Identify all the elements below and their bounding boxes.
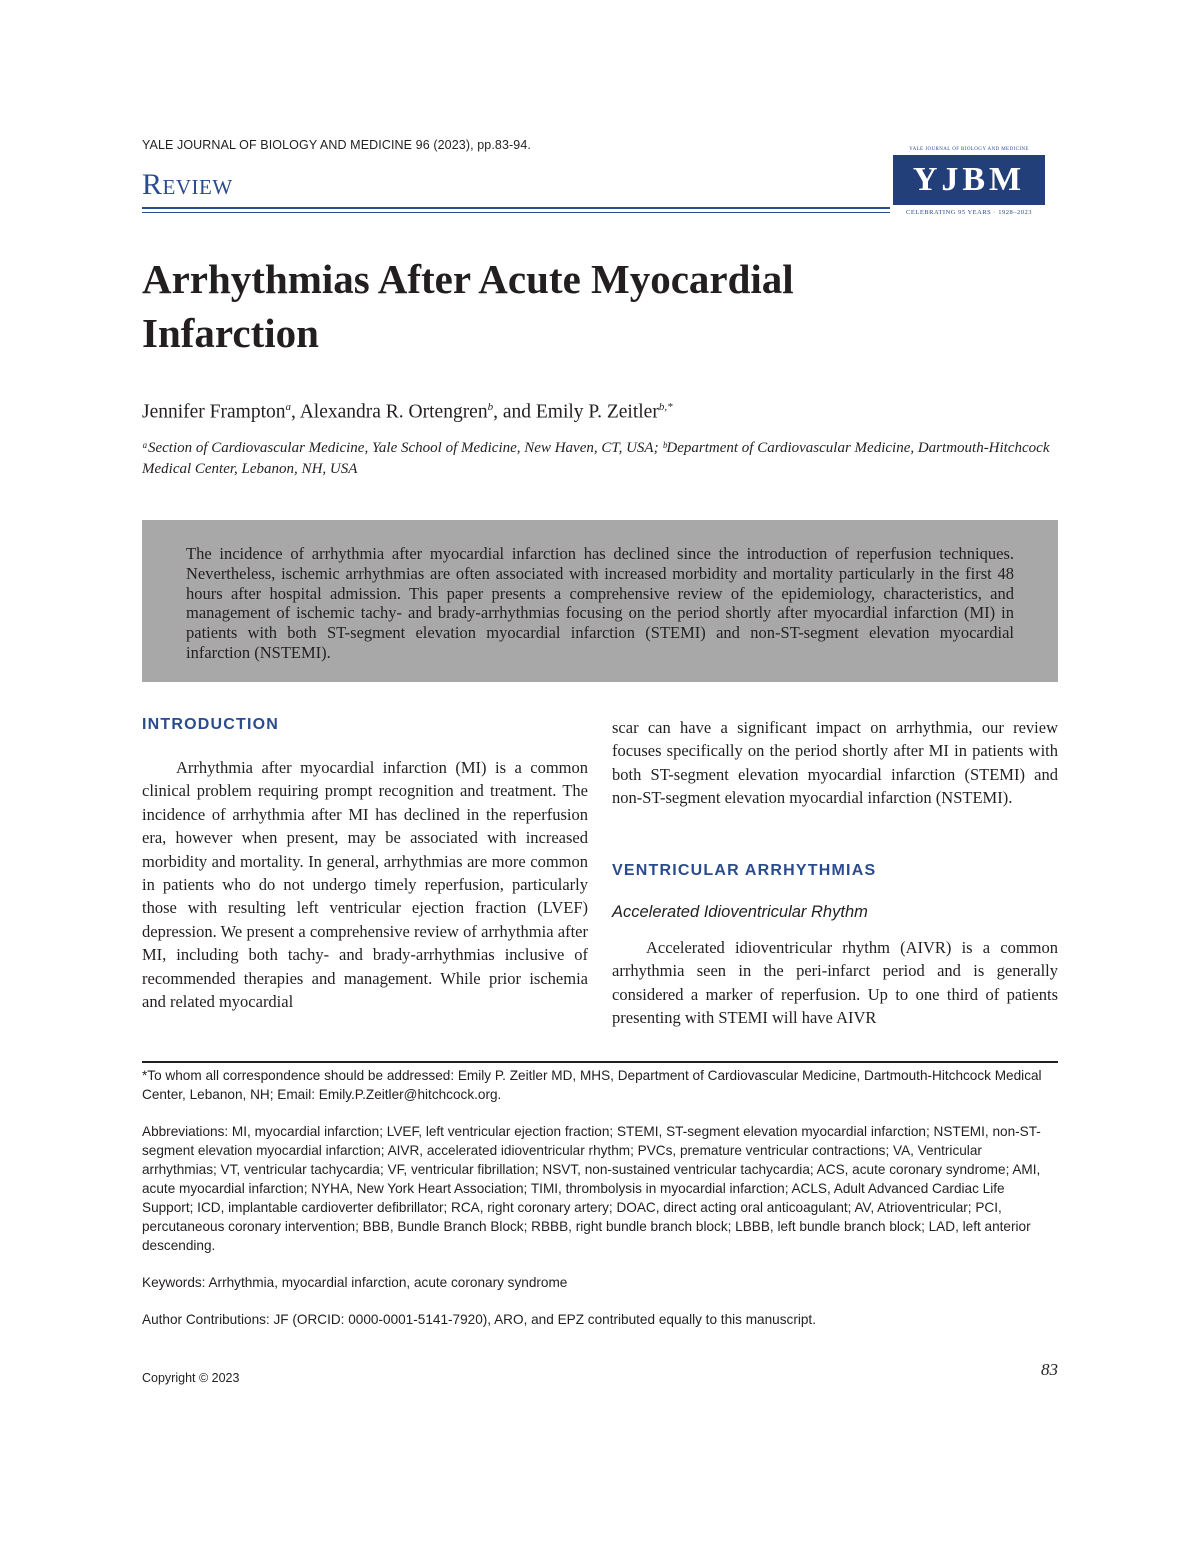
author-contributions-note: Author Contributions: JF (ORCID: 0000-0001-5141-7920), ARO, and EPZ contributed equally to this manuscript. xyxy=(142,1312,816,1327)
author-affiliation-mark: a xyxy=(285,401,292,413)
author-name: Jennifer Frampton xyxy=(142,401,286,423)
abbreviations-note: Abbreviations: MI, myocardial infarction; LVEF, left ventricular ejection fraction; STEMI, ST-segment elevation myocardial infarction; NSTEMI, non-ST-segment elevation myocardial infarction; AIVR, accelerated idioventricular rhythm; PVCs, premature ventricular contractions; VA, Ventricular arrhythmias; VT, ventricular tachycardia; VF, ventricular fibrillation; NSVT, non-sustained ventricular tachycardia; ACS, acute coronary syndrome; AMI, acute myocardial infarction; NYHA, New York Heart Association; TIMI, thrombolysis in myocardial infarction; ACLS, Adult Advanced Cardiac Life Support; ICD, implantable cardioverter defibrillator; RCA, right coronary artery; DOAC, direct acting oral anticoagulant; AV, Atrioventricular; PCI, percutaneous coronary intervention; BBB, Bundle Branch Block; RBBB, right bundle branch block; LBBB, left bundle branch block; LAD, left anterior descending. xyxy=(142,1124,1041,1253)
author-name: Alexandra R. Ortengren xyxy=(299,401,488,423)
author-affiliation-mark: b,* xyxy=(658,401,673,413)
journal-citation: YALE JOURNAL OF BIOLOGY AND MEDICINE 96 (2023), pp.83-94. xyxy=(142,138,531,152)
footnote-rule xyxy=(142,1061,1058,1063)
ventricular-arrhythmias-heading: VENTRICULAR ARRHYTHMIAS xyxy=(612,862,877,879)
page-number: 83 xyxy=(1041,1360,1058,1379)
correspondence-note: *To whom all correspondence should be addressed: Emily P. Zeitler MD, MHS, Department of Cardiovascular Medicine, Dartmouth-Hitchcock Medical Center, Lebanon, NH; Email: Emily.P.Zeitler@hitchcock.org. xyxy=(142,1068,1042,1102)
author-affiliations: ᵃSection of Cardiovascular Medicine, Yale School of Medicine, New Haven, CT, USA; ᵇDepartment of Cardiovascular Medicine, Dartmouth-Hitchcock Medical Center, Lebanon, NH, USA xyxy=(142,440,1050,477)
author-separator: , and xyxy=(493,401,536,423)
header-rule-thin xyxy=(142,212,890,213)
header-rule xyxy=(142,207,890,209)
logo-wordmark: YJBM xyxy=(893,155,1045,205)
logo-top-text: YALE JOURNAL OF BIOLOGY AND MEDICINE xyxy=(909,147,1029,152)
abstract-text: The incidence of arrhythmia after myocardial infarction has declined since the introduction of reperfusion techniques. Nevertheless, ischemic arrhythmias are often associated with increased morbidity and mortality particularly in the first 48 hours after hospital admission. This paper presents a comprehensive review of the epidemiology, characteristics, and management of ischemic tachy- and brady-arrhythmias focusing on the period shortly after myocardial infarction (MI) in patients with both ST-segment elevation myocardial infarction (STEMI) and non-ST-segment elevation myocardial infarction (NSTEMI). xyxy=(186,544,1014,662)
introduction-paragraph-continued: scar can have a significant impact on arrhythmia, our review focuses specifically on the period shortly after MI in patients with both ST-segment elevation myocardial infarction (STEMI) and non-ST-segment elevation myocardial infarction (NSTEMI). xyxy=(612,718,1058,808)
logo-bottom-text: CELEBRATING 95 YEARS · 1928–2023 xyxy=(906,209,1032,216)
article-title: Arrhythmias After Acute Myocardial Infarction xyxy=(142,256,794,356)
section-label: Review xyxy=(142,168,233,201)
author-list xyxy=(142,394,1042,426)
aivr-paragraph: Accelerated idioventricular rhythm (AIVR) is a common arrhythmia seen in the peri-infarct period and is generally considered a marker of reperfusion. Up to one third of patients presenting with STEMI will have AIVR xyxy=(612,938,1058,1028)
journal-logo xyxy=(893,147,1045,219)
author-affiliation-mark: b xyxy=(487,401,494,413)
aivr-subheading: Accelerated Idioventricular Rhythm xyxy=(612,903,868,921)
introduction-paragraph: Arrhythmia after myocardial infarction (MI) is a common clinical problem requiring prompt recognition and treatment. The incidence of arrhythmia after MI has declined in the reperfusion era, however when present, may be associated with increased morbidity and mortality. In general, arrhythmias are more common in patients who do not undergo timely reperfusion, particularly those with resulting left ventricular ejection fraction (LVEF) depression. We present a comprehensive review of arrhythmia after MI, including both tachy- and brady-arrhythmias inclusive of recommended therapies and management. While prior ischemia and related myocardial xyxy=(142,758,588,1012)
introduction-heading: INTRODUCTION xyxy=(142,716,280,733)
copyright-notice: Copyright © 2023 xyxy=(142,1371,240,1385)
keywords-note: Keywords: Arrhythmia, myocardial infarction, acute coronary syndrome xyxy=(142,1275,568,1290)
author-separator: , xyxy=(291,401,300,423)
author-name: Emily P. Zeitler xyxy=(535,401,659,423)
